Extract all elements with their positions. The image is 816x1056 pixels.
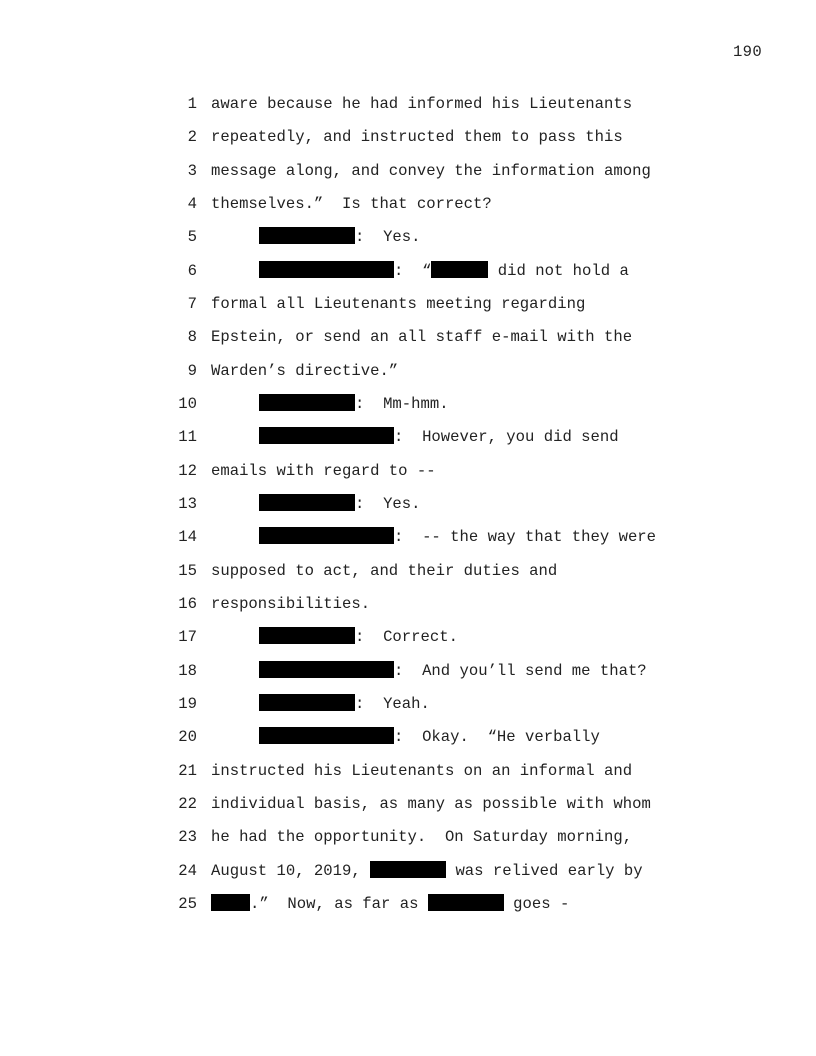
speaker-line — [259, 727, 600, 747]
line-text: Warden’s directive.” — [211, 362, 399, 380]
line-number: 25 — [178, 895, 197, 913]
transcript-line — [0, 261, 629, 281]
redaction-box — [259, 261, 394, 278]
transcript-line — [0, 527, 657, 547]
line-number: 11 — [178, 428, 197, 446]
transcript-line — [0, 794, 651, 814]
line-number: 9 — [187, 362, 197, 380]
line-text: : Okay. “He verbally — [394, 728, 600, 746]
transcript-line — [0, 461, 436, 481]
line-text: supposed to act, and their duties and — [211, 562, 558, 580]
line-number: 21 — [178, 762, 197, 780]
speaker-line — [259, 427, 619, 447]
speaker-line — [259, 627, 458, 647]
transcript-line — [0, 627, 458, 647]
line-text: was relived early by — [446, 862, 643, 880]
speaker-line — [259, 227, 421, 247]
line-text: responsibilities. — [211, 595, 371, 613]
page-number: 190 — [733, 43, 762, 61]
speaker-line — [259, 527, 656, 547]
line-text: formal all Lieutenants meeting regarding — [211, 295, 586, 313]
speaker-line — [259, 494, 421, 514]
line-number: 18 — [178, 662, 197, 680]
transcript-line — [0, 94, 633, 114]
line-text: .” Now, as far as — [250, 895, 428, 913]
redaction-box — [259, 527, 394, 544]
transcript-line — [0, 661, 647, 681]
line-number: 16 — [178, 595, 197, 613]
line-text: instructed his Lieutenants on an informal and — [211, 762, 633, 780]
transcript-line — [0, 194, 492, 214]
line-number: 24 — [178, 862, 197, 880]
line-number: 6 — [187, 262, 197, 280]
redaction-box — [259, 727, 394, 744]
line-number: 2 — [187, 128, 197, 146]
speaker-line — [259, 661, 647, 681]
line-text: themselves.” Is that correct? — [211, 195, 492, 213]
line-text: individual basis, as many as possible with whom — [211, 795, 651, 813]
redaction-box — [259, 661, 394, 678]
transcript-line — [0, 861, 643, 881]
line-number: 13 — [178, 495, 197, 513]
line-text: repeatedly, and instructed them to pass this — [211, 128, 623, 146]
line-number: 17 — [178, 628, 197, 646]
line-text-group — [211, 894, 569, 914]
line-text: : However, you did send — [394, 428, 619, 446]
redaction-box — [431, 261, 488, 278]
line-number: 19 — [178, 695, 197, 713]
transcript-line — [0, 361, 399, 381]
line-number: 10 — [178, 395, 197, 413]
transcript-line — [0, 394, 449, 414]
line-text: : Correct. — [355, 628, 458, 646]
line-number: 8 — [187, 328, 197, 346]
redaction-box — [211, 894, 250, 911]
redaction-box — [259, 427, 394, 444]
transcript-line — [0, 827, 633, 847]
redaction-box — [259, 494, 355, 511]
transcript-line — [0, 561, 558, 581]
line-number: 22 — [178, 795, 197, 813]
line-number: 15 — [178, 562, 197, 580]
line-text: aware because he had informed his Lieutenants — [211, 95, 633, 113]
line-number: 20 — [178, 728, 197, 746]
line-text-group — [211, 861, 643, 881]
transcript-line — [0, 161, 651, 181]
transcript-line — [0, 327, 633, 347]
transcript-line — [0, 294, 586, 314]
line-number: 12 — [178, 462, 197, 480]
speaker-line — [259, 261, 629, 281]
transcript-line — [0, 494, 421, 514]
line-text: : Mm-hmm. — [355, 395, 449, 413]
line-text: did not hold a — [488, 262, 629, 280]
line-text: Epstein, or send an all staff e-mail with the — [211, 328, 633, 346]
line-text: : Yes. — [355, 228, 421, 246]
redaction-box — [428, 894, 504, 911]
line-number: 3 — [187, 162, 197, 180]
transcript-line — [0, 427, 619, 447]
transcript-line — [0, 894, 570, 914]
line-number: 5 — [187, 228, 197, 246]
line-text: message along, and convey the information among — [211, 162, 651, 180]
transcript-line — [0, 694, 430, 714]
line-text: : Yes. — [355, 495, 421, 513]
transcript-line — [0, 127, 623, 147]
transcript-line — [0, 594, 371, 614]
line-text: : Yeah. — [355, 695, 430, 713]
transcript-line — [0, 727, 600, 747]
redaction-box — [259, 394, 355, 411]
speaker-line — [259, 394, 449, 414]
line-text: emails with regard to -- — [211, 462, 436, 480]
redaction-box — [259, 227, 355, 244]
transcript-line — [0, 761, 633, 781]
line-text: : And you’ll send me that? — [394, 662, 647, 680]
line-number: 23 — [178, 828, 197, 846]
transcript-line — [0, 227, 421, 247]
redaction-box — [370, 861, 446, 878]
line-number: 4 — [187, 195, 197, 213]
line-number: 7 — [187, 295, 197, 313]
line-text: : “ — [394, 262, 432, 280]
line-text: August 10, 2019, — [211, 862, 371, 880]
line-text: goes - — [503, 895, 570, 913]
line-text: : -- the way that they were — [394, 528, 657, 546]
redaction-box — [259, 627, 355, 644]
redaction-box — [259, 694, 355, 711]
line-text: he had the opportunity. On Saturday morning, — [211, 828, 633, 846]
speaker-line — [259, 694, 430, 714]
line-number: 14 — [178, 528, 197, 546]
line-number: 1 — [187, 95, 197, 113]
